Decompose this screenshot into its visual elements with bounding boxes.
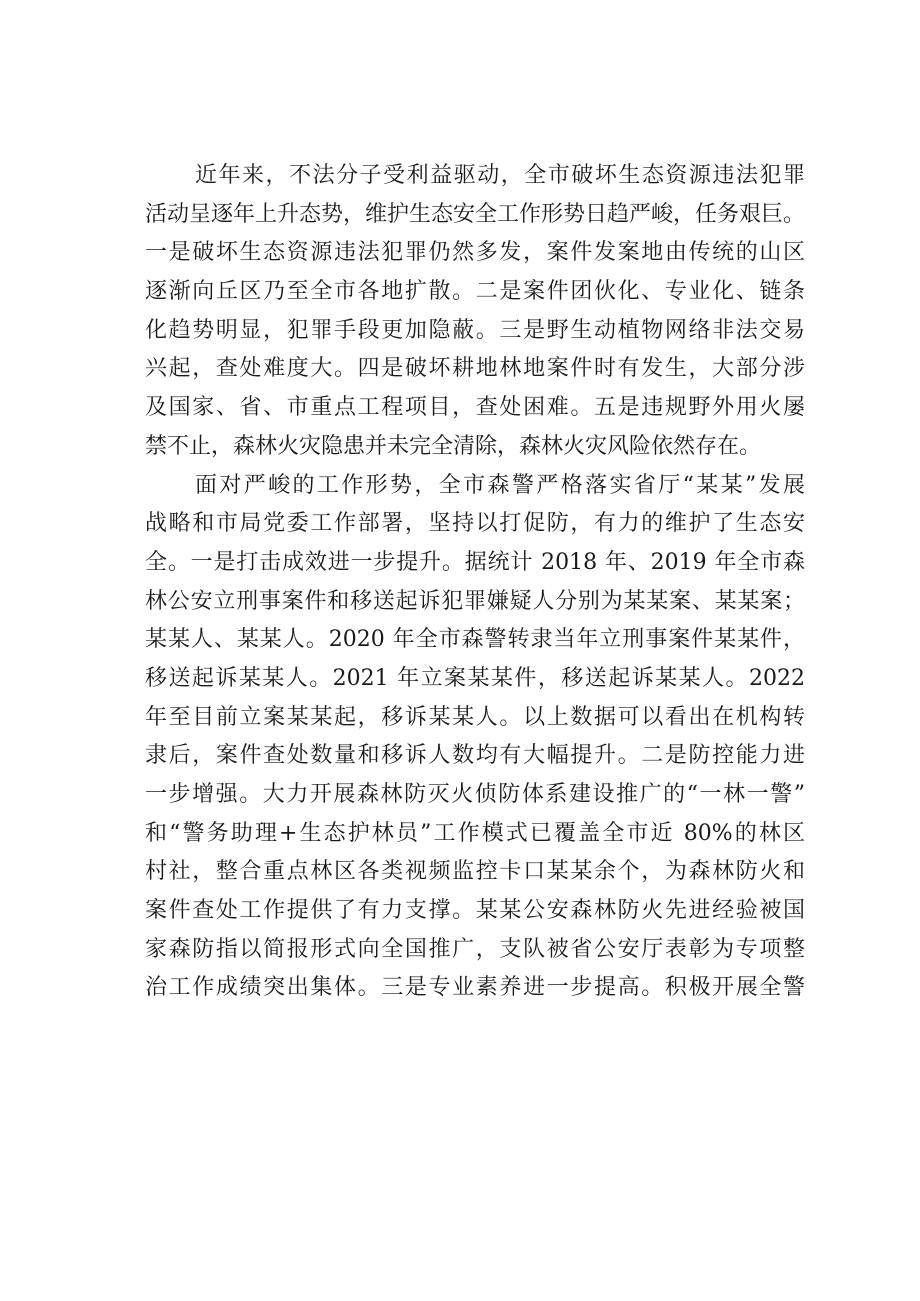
text-line: 家森防指以简报形式向全国推广，支队被省公安厅表彰为专项整 bbox=[145, 936, 805, 962]
text-line: 活动呈逐年上升态势，维护生态安全工作形势日趋严峻，任务艰巨。 bbox=[145, 201, 805, 227]
text-line: 移送起诉某某人。2021 年立案某某件，移送起诉某某人。2022 bbox=[145, 665, 805, 691]
text-line: 战略和市局党委工作部署，坚持以打促防，有力的维护了生态安 bbox=[145, 511, 805, 537]
text-line: 治工作成绩突出集体。三是专业素养进一步提高。积极开展全警 bbox=[145, 975, 805, 1001]
text-line: 村社，整合重点林区各类视频监控卡口某某余个，为森林防火和 bbox=[145, 859, 805, 885]
text-line: 禁不止，森林火灾隐患并未完全清除，森林火灾风险依然存在。 bbox=[145, 433, 762, 459]
paragraph-2 bbox=[145, 467, 805, 1009]
text-line: 一步增强。大力开展森林防灭火侦防体系建设推广的“一林一警” bbox=[145, 782, 805, 807]
text-line: 近年来，不法分子受利益驱动，全市破坏生态资源违法犯罪 bbox=[195, 163, 805, 188]
text-line: 及国家、省、市重点工程项目，查处困难。五是违规野外用火屡 bbox=[145, 395, 805, 421]
paragraph-1 bbox=[145, 157, 805, 467]
text-line: 和“警务助理+生态护林员”工作模式已覆盖全市近 80%的林区 bbox=[145, 820, 805, 846]
text-line: 林公安立刑事案件和移送起诉犯罪嫌疑人分别为某某案、某某案； bbox=[145, 588, 805, 614]
text-line: 全。一是打击成效进一步提升。据统计 2018 年、2019 年全市森 bbox=[145, 549, 805, 575]
text-line: 年至目前立案某某起，移诉某某人。以上数据可以看出在机构转 bbox=[145, 704, 805, 730]
body-text bbox=[145, 157, 805, 1008]
text-line: 一是破坏生态资源违法犯罪仍然多发，案件发案地由传统的山区 bbox=[145, 240, 805, 266]
text-line: 面对严峻的工作形势，全市森警严格落实省厅“某某”发展 bbox=[195, 472, 805, 498]
text-line: 某某人、某某人。2020 年全市森警转隶当年立刑事案件某某件， bbox=[145, 627, 805, 653]
text-line: 案件查处工作提供了有力支撑。某某公安森林防火先进经验被国 bbox=[145, 898, 805, 924]
text-line: 化趋势明显，犯罪手段更加隐蔽。三是野生动植物网络非法交易 bbox=[145, 317, 805, 343]
text-line: 兴起，查处难度大。四是破坏耕地林地案件时有发生，大部分涉 bbox=[145, 356, 805, 382]
text-line: 隶后，案件查处数量和移诉人数均有大幅提升。二是防控能力进 bbox=[145, 743, 805, 769]
text-line: 逐渐向丘区乃至全市各地扩散。二是案件团伙化、专业化、链条 bbox=[145, 279, 805, 305]
